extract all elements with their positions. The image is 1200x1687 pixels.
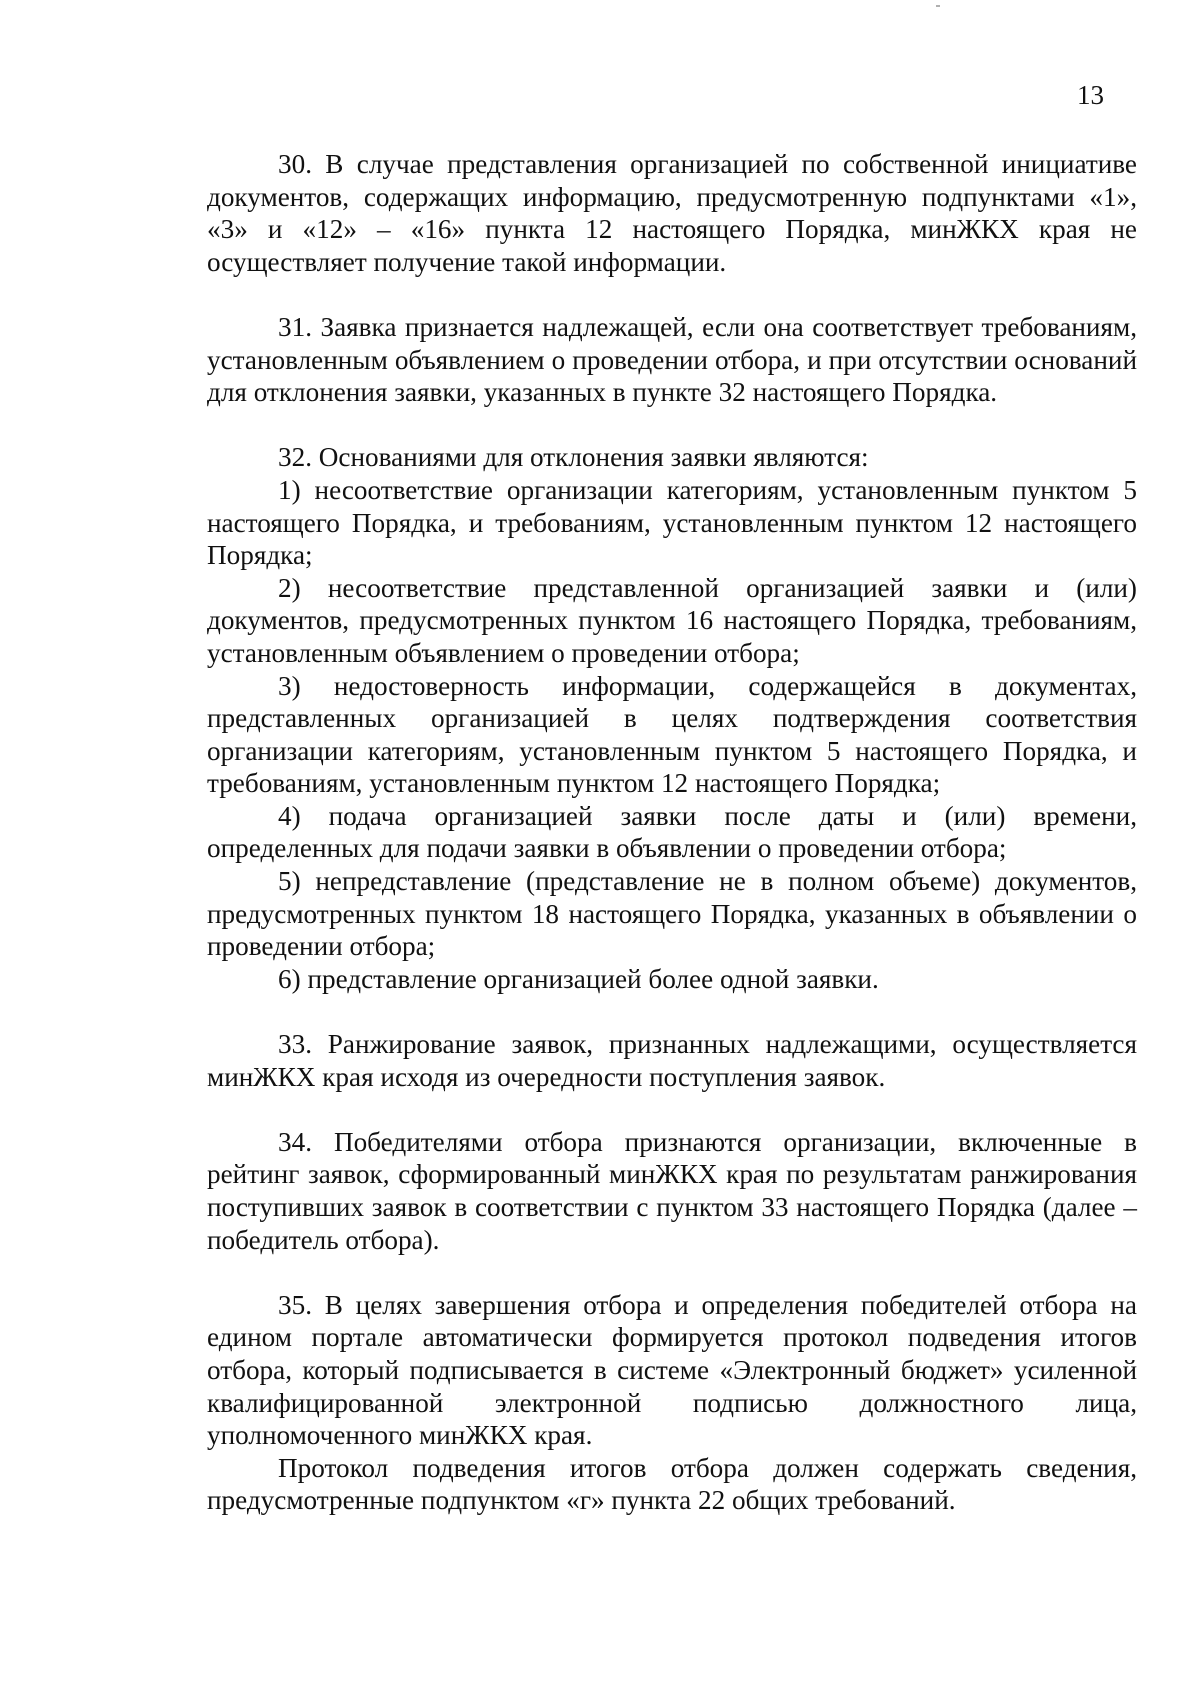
paragraph-35: 35. В целях завершения отбора и определения победителей отбора на едином портале автоматически формируется протокол подведения итогов отбора, который подписывается в системе «Электронный бюджет» усиленной квалифицированной электронной подписью должностного лица, уполномоченного минЖКХ края.	[207, 1289, 1137, 1451]
scan-artifact-mark	[936, 5, 940, 7]
paragraph-31: 31. Заявка признается надлежащей, если она соответствует требованиям, установленным объявлением о проведении отбора, и при отсутствии оснований для отклонения заявки, указанных в пункте 32 настоящего Порядка.	[207, 311, 1137, 408]
document-body	[207, 148, 1137, 1517]
paragraph-32-item-6: 6) представление организацией более одной заявки.	[278, 963, 879, 994]
paragraph-32: 32. Основаниями для отклонения заявки являются:	[278, 442, 869, 473]
paragraph-33: 33. Ранжирование заявок, признанных надлежащими, осуществляется минЖКХ края исходя из очередности поступления заявок.	[207, 1029, 1137, 1092]
paragraph-35-continuation: Протокол подведения итогов отбора должен содержать сведения, предусмотренные подпунктом «г» пункта 22 общих требований.	[207, 1452, 1137, 1516]
paragraph-34: 34. Победителями отбора признаются организации, включенные в рейтинг заявок, сформированный минЖКХ края по результатам ранжирования поступивших заявок в соответствии с пунктом 33 настоящего Порядка (далее – победитель отбора).	[207, 1126, 1137, 1255]
paragraph-32-item-4: 4) подача организацией заявки после даты и (или) времени, определенных для подачи заявки в объявлении о проведении отбора;	[207, 800, 1137, 864]
page-number: 13	[1077, 80, 1104, 110]
paragraph-32-item-2: 2) несоответствие представленной организацией заявки и (или) документов, предусмотренных пунктом 16 настоящего Порядка, требованиям, установленным объявлением о проведении отбора;	[207, 572, 1137, 668]
paragraph-30: 30. В случае представления организацией по собственной инициативе документов, содержащих информацию, предусмотренную подпунктами «1», «3» и «12» – «16» пункта 12 настоящего Порядка, минЖКХ края не осуществляет получение такой информации.	[207, 149, 1137, 277]
paragraph-32-item-1: 1) несоответствие организации категориям, установленным пунктом 5 настоящего Порядка, и требованиям, установленным пунктом 12 настоящего Порядка;	[207, 474, 1137, 571]
paragraph-32-item-5: 5) непредставление (представление не в полном объеме) документов, предусмотренных пунктом 18 настоящего Порядка, указанных в объявлении о проведении отбора;	[207, 866, 1137, 962]
paragraph-32-item-3: 3) недостоверность информации, содержащейся в документах, представленных организацией в целях подтверждения соответствия организации категориям, установленным пунктом 5 настоящего Порядка, и требованиям, установленным пунктом 12 настоящего Порядка;	[207, 670, 1137, 799]
